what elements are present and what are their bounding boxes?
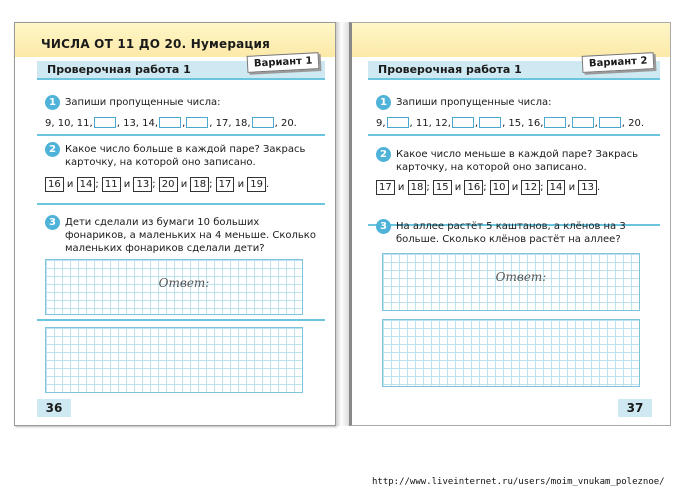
blank-number-box[interactable] <box>572 117 594 128</box>
task-number-badge: 3 <box>376 219 391 234</box>
test-title-bar <box>37 55 325 80</box>
and-label: и <box>63 179 77 190</box>
number-card[interactable]: 14 <box>77 177 96 192</box>
number-card[interactable]: 16 <box>45 177 64 192</box>
blank-number-box[interactable] <box>599 117 621 128</box>
number-card[interactable]: 13 <box>578 180 597 195</box>
and-label: и <box>451 182 465 193</box>
number-card[interactable]: 13 <box>133 177 152 192</box>
extra-grid[interactable] <box>382 319 640 387</box>
extra-grid[interactable] <box>45 327 303 393</box>
divider <box>37 134 325 136</box>
task-1 <box>37 95 325 135</box>
task-text: Запиши пропущенные числа: <box>65 97 221 108</box>
task-number-badge: 1 <box>376 95 391 110</box>
sequence-number: , <box>567 117 571 129</box>
sequence-number: , 13, 14, <box>116 117 159 129</box>
right-page <box>349 22 671 426</box>
number-card[interactable]: 15 <box>433 180 452 195</box>
number-card[interactable]: 10 <box>490 180 509 195</box>
blank-number-box[interactable] <box>387 117 409 128</box>
separator: ; <box>540 182 547 193</box>
divider <box>368 134 660 136</box>
task-text: На аллее растёт 5 каштанов, а клёнов на 3 больше. Сколько клёнов растёт на аллее? <box>396 221 626 245</box>
separator: ; <box>483 182 490 193</box>
task-1 <box>368 95 660 135</box>
separator: . <box>266 179 270 190</box>
separator: ; <box>209 179 216 190</box>
answer-grid[interactable] <box>45 259 303 315</box>
test-title: Проверочная работа 1 <box>378 63 522 76</box>
sequence-number: 9, <box>376 117 386 129</box>
number-card[interactable]: 17 <box>216 177 235 192</box>
sequence-number: , <box>594 117 598 129</box>
number-card[interactable]: 18 <box>408 180 427 195</box>
answer-label: Ответ: <box>495 270 547 284</box>
test-title-bar <box>368 55 660 80</box>
sequence-number: 9, 10, 11, <box>45 117 93 129</box>
task-number-badge: 3 <box>45 215 60 230</box>
variant-label: Вариант 1 <box>246 52 319 73</box>
blank-number-box[interactable] <box>94 117 116 128</box>
number-card[interactable]: 14 <box>547 180 566 195</box>
blank-number-box[interactable] <box>252 117 274 128</box>
task-text: Запиши пропущенные числа: <box>396 97 552 108</box>
number-card[interactable]: 16 <box>464 180 483 195</box>
source-url[interactable]: http://www.liveinternet.ru/users/moim_vnukam_poleznoe/ <box>372 477 665 487</box>
separator: ; <box>95 179 102 190</box>
left-page <box>14 22 336 426</box>
task-text: Какое число меньше в каждой паре? Закрась карточку, на которой оно записано. <box>396 149 638 173</box>
task-number-badge: 2 <box>376 147 391 162</box>
answer-label: Ответ: <box>158 276 210 290</box>
blank-number-box[interactable] <box>159 117 181 128</box>
sequence-number: , 20. <box>621 117 645 129</box>
and-label: и <box>508 182 522 193</box>
task-text: Дети сделали из бумаги 10 больших фонариков, а маленьких на 4 меньше. Сколько маленьких фонариков сделали дети? <box>65 217 316 254</box>
divider <box>37 203 325 205</box>
task-number-badge: 1 <box>45 95 60 110</box>
number-sequence <box>45 117 297 129</box>
separator: ; <box>152 179 159 190</box>
book-spine <box>336 22 349 426</box>
separator: . <box>597 182 601 193</box>
number-card[interactable]: 11 <box>102 177 121 192</box>
blank-number-box[interactable] <box>479 117 501 128</box>
number-card[interactable]: 18 <box>190 177 209 192</box>
sequence-number: , <box>474 117 479 129</box>
sequence-number: , 20. <box>274 117 297 129</box>
task-3 <box>37 215 325 265</box>
blank-number-box[interactable] <box>452 117 474 128</box>
blank-number-box[interactable] <box>186 117 208 128</box>
task-number-badge: 2 <box>45 142 60 157</box>
blank-number-box[interactable] <box>544 117 566 128</box>
task-2 <box>368 147 660 207</box>
number-card[interactable]: 19 <box>247 177 266 192</box>
and-label: и <box>565 182 579 193</box>
number-cards <box>376 180 600 195</box>
and-label: и <box>234 179 248 190</box>
sequence-number: , 17, 18, <box>209 117 251 129</box>
separator: ; <box>426 182 433 193</box>
sequence-number: , <box>182 117 186 129</box>
chapter-title: ЧИСЛА ОТ 11 ДО 20. Нумерация <box>41 37 271 51</box>
variant-label: Вариант 2 <box>581 52 654 73</box>
number-sequence <box>376 117 644 129</box>
and-label: и <box>120 179 134 190</box>
sequence-number: , 15, 16, <box>502 117 544 129</box>
and-label: и <box>177 179 191 190</box>
task-text: Какое число больше в каждой паре? Закрась карточку, на которой оно записано. <box>65 144 306 168</box>
chapter-header-band <box>15 23 335 57</box>
chapter-header-band <box>352 23 670 57</box>
number-card[interactable]: 20 <box>159 177 178 192</box>
number-card[interactable]: 17 <box>376 180 395 195</box>
page-number: 36 <box>37 399 71 417</box>
and-label: и <box>394 182 408 193</box>
number-cards <box>45 177 269 192</box>
sequence-number: , 11, 12, <box>409 117 451 129</box>
test-title: Проверочная работа 1 <box>47 63 191 76</box>
page-number: 37 <box>618 399 652 417</box>
divider <box>37 319 325 321</box>
task-2 <box>37 142 325 202</box>
number-card[interactable]: 12 <box>521 180 540 195</box>
answer-grid[interactable] <box>382 253 640 311</box>
